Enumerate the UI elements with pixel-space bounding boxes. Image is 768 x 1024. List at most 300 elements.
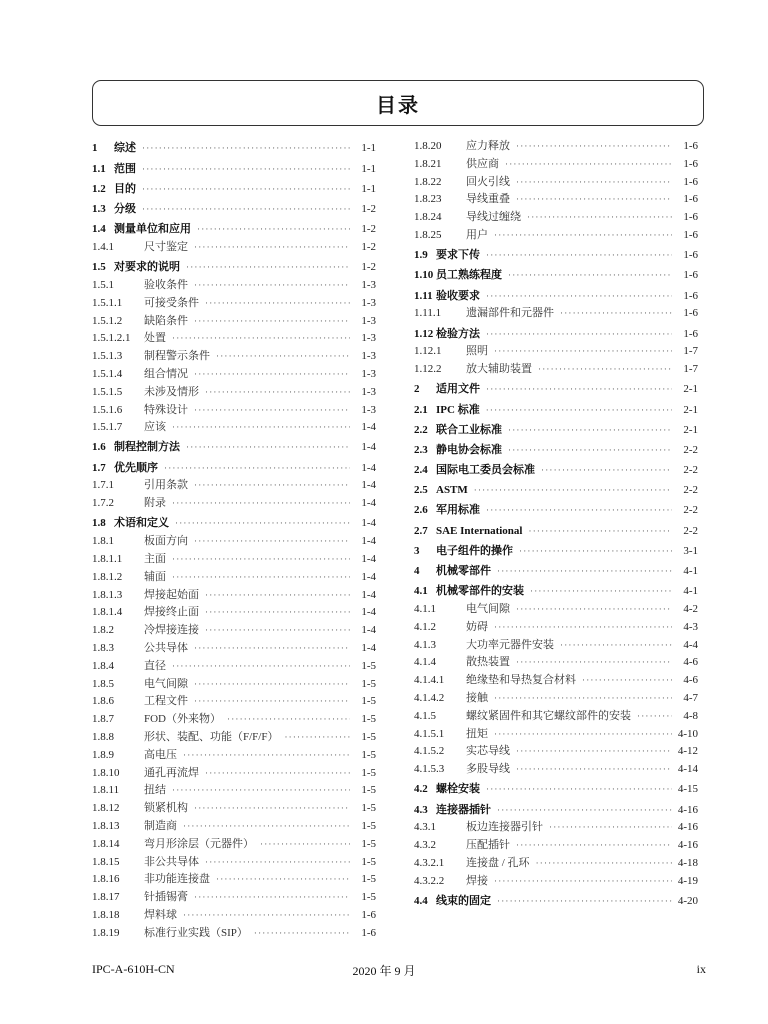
toc-entry[interactable]: [414, 743, 698, 761]
toc-entry[interactable]: [92, 907, 376, 925]
toc-entry[interactable]: [92, 259, 376, 277]
footer-date: 2020 年 9 月: [352, 964, 416, 978]
toc-entry-page: 1-3: [361, 296, 376, 309]
toc-entry-number: 2: [414, 383, 420, 396]
toc-dot-leader: [486, 381, 672, 399]
toc-entry-number: 1.2: [92, 182, 106, 195]
toc-entry-label: 军用标准: [436, 504, 480, 517]
toc-entry-label: 未涉及情形: [144, 385, 199, 398]
toc-entry[interactable]: [414, 174, 698, 192]
toc-entry-number: 1.12.1: [414, 345, 442, 358]
toc-dot-leader: [486, 288, 672, 306]
toc-dot-leader: [486, 326, 672, 344]
toc-entry-number: 3: [414, 544, 420, 557]
toc-entry-number: 1.8: [92, 517, 106, 530]
toc-entry[interactable]: [414, 819, 698, 837]
toc-entry[interactable]: [92, 295, 376, 313]
toc-entry[interactable]: [92, 800, 376, 818]
toc-entry-page: 1-5: [361, 855, 376, 868]
toc-entry[interactable]: [92, 366, 376, 384]
toc-entry[interactable]: [414, 326, 698, 344]
toc-entry-number: 1.5.1.1: [92, 296, 123, 309]
toc-dot-leader: [494, 690, 672, 708]
toc-dot-leader: [142, 161, 350, 179]
toc-entry[interactable]: [92, 348, 376, 366]
toc-entry-page: 4-12: [677, 745, 698, 758]
toc-entry-number: 1.5.1.3: [92, 350, 123, 363]
toc-entry-label: 标准行业实践（SIP）: [144, 926, 248, 939]
toc-entry-number: 1.12.2: [414, 363, 442, 376]
toc-entry-number: 1.8.15: [92, 855, 120, 868]
toc-entry[interactable]: [414, 873, 698, 891]
toc-entry[interactable]: [92, 460, 376, 478]
toc-dot-leader: [194, 366, 350, 384]
toc-dot-leader: [186, 259, 350, 277]
toc-entry-label: 供应商: [466, 157, 499, 170]
toc-entry-label: 放大辅助装置: [466, 363, 532, 376]
toc-entry[interactable]: [92, 419, 376, 437]
toc-dot-leader: [541, 462, 672, 480]
toc-entry-page: 1-6: [683, 269, 698, 282]
toc-entry-page: 4-16: [677, 821, 698, 834]
toc-entry-page: 1-4: [361, 517, 376, 530]
toc-entry[interactable]: [414, 156, 698, 174]
toc-entry-page: 2-1: [683, 383, 698, 396]
toc-entry-label: 多股导线: [466, 763, 510, 776]
toc-entry-page: 1-3: [361, 332, 376, 345]
toc-entry-label: 分级: [114, 202, 136, 215]
toc-dot-leader: [194, 800, 350, 818]
toc-entry-label: 电气间隙: [144, 677, 188, 690]
toc-dot-leader: [516, 601, 672, 619]
toc-dot-leader: [183, 818, 350, 836]
toc-entry-number: 2.3: [414, 443, 428, 456]
toc-entry-number: 1.8.13: [92, 820, 120, 832]
toc-entry[interactable]: [414, 191, 698, 209]
toc-entry-page: 1-4: [361, 479, 376, 492]
toc-entry-label: 锁紧机构: [144, 802, 188, 815]
toc-entry-page: 4-8: [683, 709, 698, 722]
toc-entry-page: 1-6: [683, 211, 698, 224]
toc-entry[interactable]: [414, 672, 698, 690]
toc-entry[interactable]: [92, 676, 376, 694]
toc-entry[interactable]: [92, 221, 376, 239]
toc-dot-leader: [194, 676, 350, 694]
toc-entry-number: 4.4: [414, 894, 428, 907]
toc-entry[interactable]: [92, 640, 376, 658]
toc-entry-page: 1-4: [361, 642, 376, 655]
toc-entry-number: 1.8.25: [414, 228, 442, 241]
toc-entry[interactable]: [414, 209, 698, 227]
toc-entry[interactable]: [92, 330, 376, 348]
toc-entry[interactable]: [92, 782, 376, 800]
toc-entry-number: 4.1.4: [414, 656, 436, 669]
toc-entry[interactable]: [92, 477, 376, 495]
toc-entry-page: 1-6: [683, 140, 698, 152]
toc-entry-label: 妨碍: [466, 620, 488, 633]
toc-entry[interactable]: [414, 563, 698, 581]
toc-dot-leader: [560, 305, 672, 323]
toc-entry[interactable]: [414, 708, 698, 726]
toc-entry[interactable]: [414, 761, 698, 779]
toc-entry-label: 高电压: [144, 748, 177, 761]
toc-dot-leader: [216, 348, 350, 366]
toc-entry-number: 1.8.1: [92, 535, 114, 548]
toc-entry-label: 机械零部件: [436, 565, 491, 577]
toc-entry-number: 2.4: [414, 464, 428, 477]
toc-entry-label: 特殊设计: [144, 403, 188, 416]
toc-dot-leader: [172, 419, 350, 437]
toc-dot-leader: [194, 477, 350, 495]
toc-entry-number: 2.6: [414, 504, 428, 517]
toc-entry-page: 1-3: [361, 314, 376, 327]
toc-entry-label: 导线重叠: [466, 193, 510, 206]
toc-entry[interactable]: [414, 781, 698, 799]
toc-entry-number: 4.1.5.2: [414, 745, 445, 758]
toc-entry-label: 目的: [114, 182, 136, 195]
toc-entry[interactable]: [92, 818, 376, 836]
toc-entry[interactable]: [414, 802, 698, 820]
toc-entry-number: 1.8.12: [92, 802, 120, 815]
toc-entry-number: 1.7: [92, 461, 106, 474]
toc-entry[interactable]: [414, 543, 698, 561]
toc-entry-page: 2-1: [683, 403, 698, 416]
toc-entry[interactable]: [92, 871, 376, 889]
toc-entry-number: 1.8.21: [414, 157, 442, 170]
toc-entry-label: 焊接: [466, 874, 488, 887]
toc-entry-page: 2-2: [683, 504, 698, 517]
toc-entry-number: 1.7.2: [92, 497, 114, 510]
toc-dot-leader: [494, 343, 672, 361]
toc-entry-number: 1.8.5: [92, 677, 114, 690]
toc-entry-page: 1-4: [361, 553, 376, 566]
toc-entry-page: 1-7: [683, 363, 698, 376]
toc-entry-page: 1-4: [361, 461, 376, 474]
toc-entry-label: 连接盘 / 孔环: [466, 856, 530, 869]
toc-dot-leader: [549, 819, 672, 837]
toc-entry-label: 形状、装配、功能（F/F/F）: [144, 731, 279, 744]
toc-entry-label: 尺寸鉴定: [144, 240, 188, 253]
toc-entry-number: 4.1.4.2: [414, 691, 445, 704]
toc-entry-page: 2-2: [683, 443, 698, 456]
toc-entry-label: 静电协会标准: [436, 443, 502, 456]
toc-entry[interactable]: [92, 402, 376, 420]
toc-entry-page: 1-4: [361, 624, 376, 637]
toc-dot-leader: [205, 384, 350, 402]
toc-dot-leader: [172, 551, 350, 569]
toc-entry[interactable]: [92, 836, 376, 854]
toc-entry-number: 1.8.24: [414, 211, 442, 224]
toc-entry-label: 螺栓安装: [436, 783, 480, 796]
toc-entry-number: 4.1.5: [414, 709, 436, 722]
toc-dot-leader: [197, 221, 350, 239]
toc-entry-page: 1-3: [361, 385, 376, 398]
toc-entry-label: 制程警示条件: [144, 350, 210, 363]
toc-dot-leader: [516, 743, 672, 761]
toc-dot-leader: [205, 765, 350, 783]
toc-entry[interactable]: [92, 604, 376, 622]
toc-entry-label: 连接器插针: [436, 803, 491, 816]
toc-entry-page: 2-2: [683, 524, 698, 537]
toc-entry-label: 板边连接器引针: [466, 821, 543, 834]
toc-entry-number: 1.5: [92, 261, 106, 274]
toc-entry-number: 4.3.2.1: [414, 856, 445, 869]
toc-entry-number: 1.8.9: [92, 748, 114, 761]
toc-entry-page: 4-19: [677, 874, 698, 887]
toc-entry-page: 1-5: [361, 837, 376, 850]
toc-entry[interactable]: [92, 201, 376, 219]
toc-entry-page: 2-2: [683, 484, 698, 497]
toc-entry[interactable]: [92, 747, 376, 765]
toc-entry-page: 1-3: [361, 367, 376, 380]
toc-entry-label: 国际电工委员会标准: [436, 464, 535, 477]
toc-entry[interactable]: [92, 693, 376, 711]
toc-entry-page: 4-14: [677, 763, 698, 776]
toc-entry-label: 公共导体: [144, 642, 188, 655]
toc-entry[interactable]: [414, 381, 698, 399]
toc-entry[interactable]: [414, 462, 698, 480]
toc-entry[interactable]: [414, 402, 698, 420]
toc-entry[interactable]: [414, 288, 698, 306]
toc-entry[interactable]: [92, 587, 376, 605]
toc-entry-page: 1-4: [361, 497, 376, 510]
toc-entry-number: 4.3.2.2: [414, 874, 445, 887]
toc-entry-label: 扭矩: [466, 727, 488, 740]
toc-entry-label: 电子组件的操作: [436, 544, 513, 557]
toc-dot-leader: [142, 140, 350, 158]
toc-entry-number: 1.7.1: [92, 479, 114, 492]
toc-entry[interactable]: [414, 502, 698, 520]
toc-entry-label: 冷焊接连接: [144, 624, 199, 637]
toc-entry-page: 1-6: [361, 908, 376, 921]
toc-entry-page: 1-4: [361, 588, 376, 601]
toc-entry-number: 4.1.3: [414, 638, 436, 651]
toc-entry[interactable]: [92, 181, 376, 199]
toc-entry-label: 组合情况: [144, 367, 188, 380]
toc-entry[interactable]: [414, 422, 698, 440]
page-title: 目录: [376, 94, 420, 117]
toc-entry-page: 1-2: [361, 240, 376, 253]
toc-entry-page: 1-7: [683, 345, 698, 358]
toc-entry-number: 1.8.2: [92, 624, 114, 637]
toc-entry-number: 1.8.19: [92, 926, 120, 939]
toc-entry-page: 4-16: [677, 803, 698, 816]
toc-dot-leader: [142, 201, 350, 219]
toc-dot-leader: [172, 658, 350, 676]
toc-entry[interactable]: [414, 654, 698, 672]
toc-entry-number: 1.8.17: [92, 891, 120, 904]
toc-entry-page: 1-6: [683, 327, 698, 340]
toc-entry-page: 1-5: [361, 695, 376, 708]
toc-entry-page: 1-6: [361, 926, 376, 939]
toc-entry[interactable]: [414, 726, 698, 744]
toc-entry[interactable]: [92, 854, 376, 872]
toc-entry-label: 直径: [144, 659, 166, 672]
toc-entry[interactable]: [92, 161, 376, 179]
toc-entry[interactable]: [414, 837, 698, 855]
toc-entry[interactable]: [414, 855, 698, 873]
toc-dot-leader: [205, 295, 350, 313]
toc-dot-leader: [183, 907, 350, 925]
toc-entry[interactable]: [92, 239, 376, 257]
toc-entry-label: 适用文件: [436, 383, 480, 396]
toc-dot-leader: [205, 854, 350, 872]
toc-dot-leader: [494, 726, 672, 744]
toc-entry-label: 综述: [114, 142, 136, 155]
toc-dot-leader: [205, 622, 350, 640]
toc-entry-number: 1.1: [92, 162, 106, 175]
toc-entry-page: 1-4: [361, 570, 376, 583]
toc-entry[interactable]: [414, 247, 698, 265]
toc-entry[interactable]: [414, 442, 698, 460]
toc-entry-page: 4-3: [683, 620, 698, 633]
toc-entry-number: 4.2: [414, 783, 428, 796]
toc-entry-number: 1.8.20: [414, 140, 442, 152]
toc-entry[interactable]: [92, 384, 376, 402]
toc-dot-leader: [194, 313, 350, 331]
toc-dot-leader: [486, 247, 672, 265]
toc-dot-leader: [172, 495, 350, 513]
toc-dot-leader: [536, 855, 672, 873]
toc-entry[interactable]: [92, 622, 376, 640]
toc-entry[interactable]: [92, 569, 376, 587]
toc-entry[interactable]: [414, 619, 698, 637]
toc-entry[interactable]: [92, 313, 376, 331]
toc-entry-label: 联合工业标准: [436, 423, 502, 436]
toc-entry-label: 主面: [144, 553, 166, 566]
toc-dot-leader: [194, 889, 350, 907]
toc-entry-label: 焊接终止面: [144, 606, 199, 619]
toc-entry-label: 验收要求: [436, 289, 480, 302]
toc-entry-label: 员工熟练程度: [436, 269, 502, 282]
toc-entry[interactable]: [92, 925, 376, 943]
toc-dot-leader: [172, 782, 350, 800]
toc-entry-label: 焊料球: [144, 908, 177, 921]
toc-entry[interactable]: [92, 277, 376, 295]
toc-entry-page: 3-1: [683, 544, 698, 557]
toc-dot-leader: [205, 604, 350, 622]
toc-dot-leader: [529, 523, 673, 541]
toc-entry[interactable]: [92, 439, 376, 457]
toc-entry-number: 2.5: [414, 484, 428, 497]
toc-entry-page: 4-1: [683, 565, 698, 577]
toc-entry[interactable]: [414, 305, 698, 323]
toc-entry-label: 术语和定义: [114, 517, 169, 530]
toc-entry[interactable]: [92, 551, 376, 569]
toc-entry-label: 应力释放: [466, 140, 510, 152]
toc-entry-number: 1.5.1.2: [92, 314, 123, 327]
toc-entry-page: 4-15: [677, 783, 698, 796]
toc-entry-page: 1-5: [361, 873, 376, 886]
toc-entry-label: 制程控制方法: [114, 441, 180, 454]
toc-dot-leader: [516, 837, 672, 855]
toc-entry[interactable]: [414, 690, 698, 708]
toc-entry-page: 4-16: [677, 839, 698, 852]
toc-entry-page: 1-3: [361, 403, 376, 416]
toc-entry[interactable]: [92, 515, 376, 533]
toc-entry-label: 板面方向: [144, 535, 188, 548]
toc-entry[interactable]: [92, 765, 376, 783]
toc-entry[interactable]: [414, 523, 698, 541]
toc-entry-page: 1-4: [361, 606, 376, 619]
toc-entry-number: 1.5.1: [92, 278, 114, 291]
toc-dot-leader: [530, 583, 672, 601]
toc-entry-number: 4.1.4.1: [414, 674, 445, 687]
toc-entry[interactable]: [414, 893, 698, 911]
toc-dot-leader: [582, 672, 672, 690]
toc-entry[interactable]: [414, 267, 698, 285]
toc-entry-page: 4-2: [683, 602, 698, 615]
toc-entry-label: 对要求的说明: [114, 261, 180, 274]
toc-entry[interactable]: [92, 889, 376, 907]
toc-entry[interactable]: [92, 729, 376, 747]
toc-dot-leader: [516, 174, 672, 192]
toc-dot-leader: [172, 330, 350, 348]
toc-entry-number: 1: [92, 142, 98, 155]
toc-entry[interactable]: [414, 637, 698, 655]
toc-entry[interactable]: [92, 533, 376, 551]
toc-entry-number: 4.1.5.1: [414, 727, 445, 740]
toc-entry-label: 非公共导体: [144, 855, 199, 868]
toc-entry-label: 弯月形涂层（元器件）: [144, 837, 254, 850]
toc-entry[interactable]: [414, 601, 698, 619]
toc-entry-label: 焊接起始面: [144, 588, 199, 601]
toc-entry[interactable]: [414, 583, 698, 601]
toc-entry-page: 1-6: [683, 157, 698, 170]
toc-entry[interactable]: [414, 138, 698, 156]
toc-entry-page: 1-4: [361, 441, 376, 454]
toc-entry-label: FOD（外来物）: [144, 713, 222, 726]
toc-entry-page: 1-5: [361, 659, 376, 672]
toc-entry[interactable]: [92, 658, 376, 676]
toc-dot-leader: [497, 563, 672, 581]
toc-entry-label: 用户: [466, 228, 488, 241]
toc-dot-leader: [474, 482, 672, 500]
toc-entry-label: 实芯导线: [466, 745, 510, 758]
toc-entry-page: 2-2: [683, 464, 698, 477]
toc-entry-page: 1-1: [361, 162, 376, 175]
toc-dot-leader: [227, 711, 350, 729]
toc-dot-leader: [516, 761, 672, 779]
toc-entry-number: 1.8.23: [414, 193, 442, 206]
toc-entry[interactable]: [92, 140, 376, 158]
toc-dot-leader: [527, 209, 672, 227]
toc-dot-leader: [494, 873, 672, 891]
toc-entry[interactable]: [414, 227, 698, 245]
toc-entry-number: 4.3: [414, 803, 428, 816]
toc-entry-number: 4.1.5.3: [414, 763, 445, 776]
toc-entry-label: 附录: [144, 497, 166, 510]
toc-entry[interactable]: [92, 711, 376, 729]
toc-entry[interactable]: [414, 343, 698, 361]
toc-entry[interactable]: [414, 361, 698, 379]
toc-entry[interactable]: [92, 495, 376, 513]
toc-entry-label: 处置: [144, 332, 166, 345]
toc-dot-leader: [194, 533, 350, 551]
toc-entry-page: 1-6: [683, 228, 698, 241]
toc-entry-page: 4-1: [683, 585, 698, 598]
toc-dot-leader: [538, 361, 672, 379]
toc-entry-number: 1.8.6: [92, 695, 114, 708]
toc-entry[interactable]: [414, 482, 698, 500]
toc-entry-label: 缺陷条件: [144, 314, 188, 327]
toc-entry-page: 4-20: [677, 894, 698, 907]
toc-left-column: [92, 138, 376, 943]
toc-dot-leader: [142, 181, 350, 199]
toc-entry-number: 4.1: [414, 585, 428, 598]
toc-entry-number: 1.8.11: [92, 784, 120, 797]
toc-entry-label: 针插锡膏: [144, 891, 188, 904]
